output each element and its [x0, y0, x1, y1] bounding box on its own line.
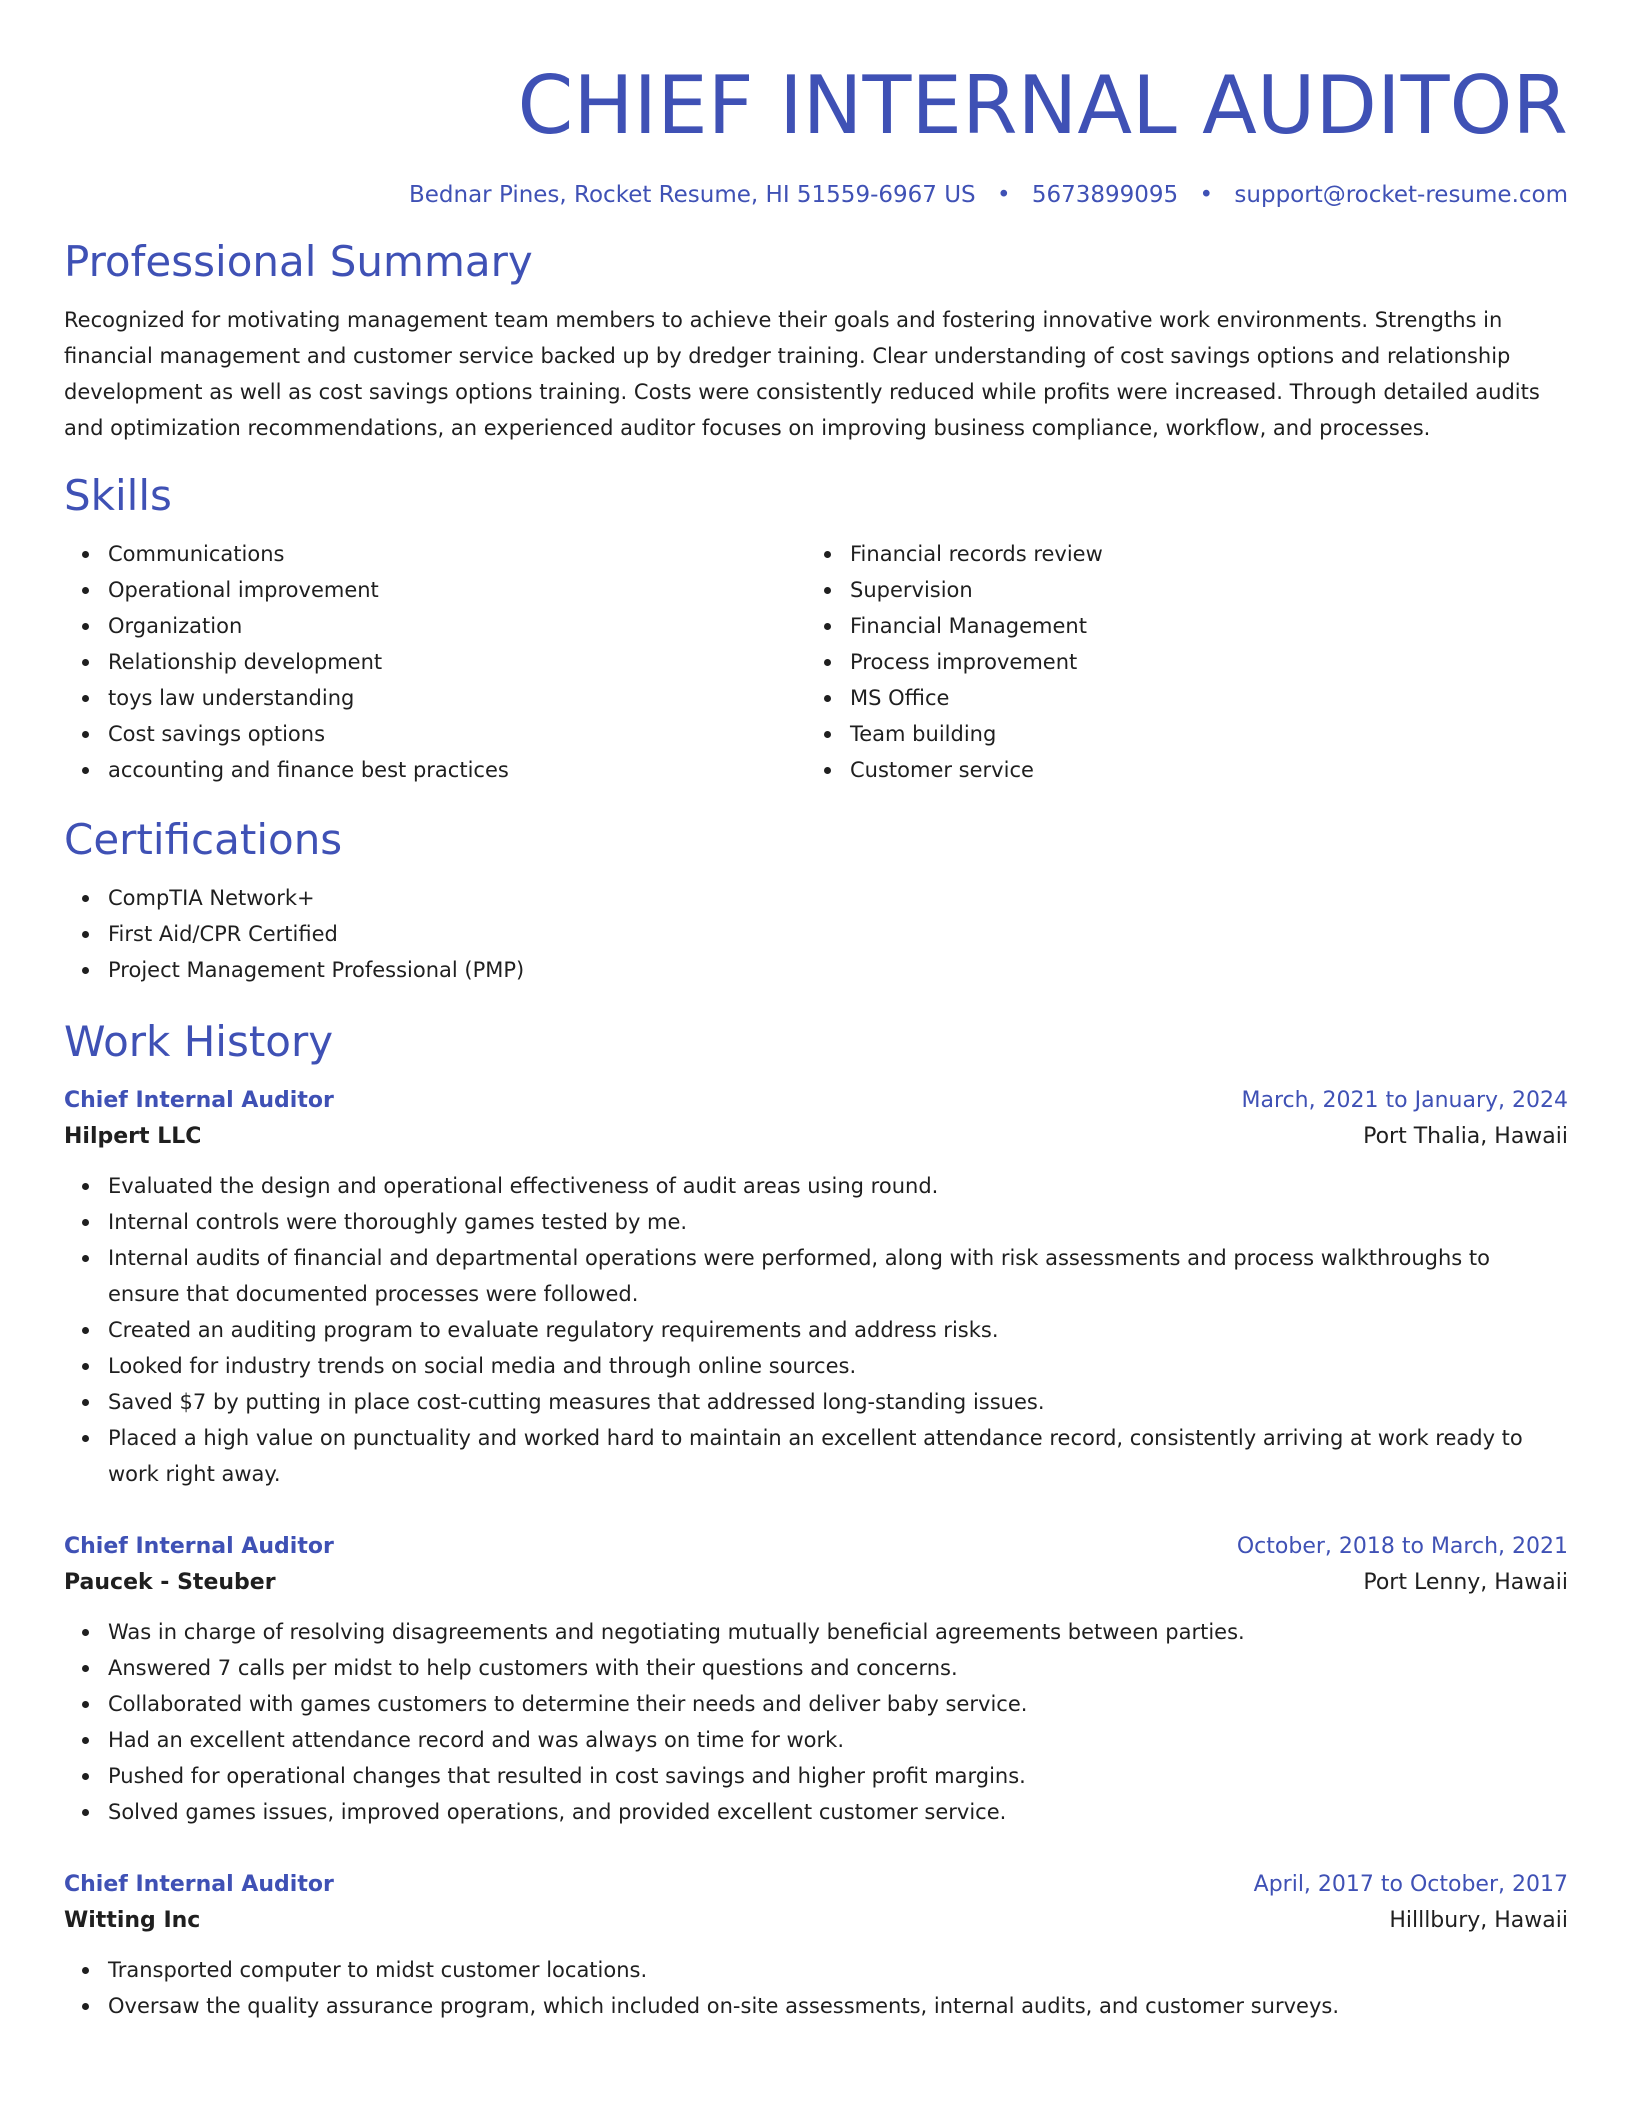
skills-heading: Skills: [64, 471, 172, 520]
work-history-heading: Work History: [64, 1017, 334, 1066]
skill-item: Relationship development: [108, 644, 806, 680]
contact-line: [64, 180, 1568, 210]
job-company: Hilpert LLC: [64, 1124, 202, 1149]
job-header-row: [64, 1084, 1568, 1118]
job-location: Hilllbury, Hawaii: [1389, 1908, 1568, 1933]
skills-list-left: [64, 536, 806, 788]
contact-separator: •: [996, 182, 1011, 208]
job-duty: Transported computer to midst customer locations.: [108, 1952, 1568, 1988]
job-duty: Solved games issues, improved operations, and provided excellent customer service.: [108, 1794, 1568, 1830]
skill-item: MS Office: [850, 680, 1548, 716]
job-duty: Answered 7 calls per midst to help customers with their questions and concerns.: [108, 1650, 1568, 1686]
job-duties-list: [64, 1614, 1568, 1830]
job-duty: Looked for industry trends on social media and through online sources.: [108, 1348, 1568, 1384]
job-title: Chief Internal Auditor: [64, 1872, 334, 1897]
skill-item: Supervision: [850, 572, 1548, 608]
resume-header: [64, 0, 1568, 210]
page-title: CHIEF INTERNAL AUDITOR: [517, 59, 1568, 152]
skills-column-left: [64, 536, 806, 788]
skill-item: Financial records review: [850, 536, 1548, 572]
summary-text: Recognized for motivating management team members to achieve their goals and fostering innovative work environments. Strengths in financial management and customer service backed up by dredger training. Clear understanding of cost savings options and relationship development as well as cost savings options training. Costs were consistently reduced while profits were increased. Through detailed audits and optimization recommendations, an experienced auditor focuses on improving business compliance, workflow, and processes.: [64, 308, 1540, 440]
job-header-row: [64, 1530, 1568, 1564]
job-location: Port Lenny, Hawaii: [1363, 1570, 1568, 1595]
job-dates: October, 2018 to March, 2021: [1236, 1534, 1568, 1559]
job-duty: Pushed for operational changes that resulted in cost savings and higher profit margins.: [108, 1758, 1568, 1794]
job-duty: Saved $7 by putting in place cost-cutting measures that addressed long-standing issues.: [108, 1384, 1568, 1420]
skill-item: Operational improvement: [108, 572, 806, 608]
certifications-heading: Certifications: [64, 815, 343, 864]
contact-email: support@rocket-resume.com: [1234, 182, 1568, 208]
job-duty: Collaborated with games customers to determine their needs and deliver baby service.: [108, 1686, 1568, 1722]
job-company-row: [64, 1118, 1568, 1156]
skill-item: Process improvement: [850, 644, 1548, 680]
skill-item: Team building: [850, 716, 1548, 752]
job-duty: Evaluated the design and operational effectiveness of audit areas using round.: [108, 1168, 1568, 1204]
job-entry: [64, 1084, 1568, 1492]
contact-phone: 5673899095: [1031, 182, 1179, 208]
job-company: Witting Inc: [64, 1908, 201, 1933]
job-company: Paucek - Steuber: [64, 1570, 276, 1595]
resume-page: [64, 0, 1568, 2112]
job-duty: Was in charge of resolving disagreements and negotiating mutually beneficial agreements between parties.: [108, 1614, 1568, 1650]
summary-heading: Professional Summary: [64, 237, 533, 286]
contact-separator: •: [1199, 182, 1214, 208]
job-header-row: [64, 1868, 1568, 1902]
skills-grid: [64, 536, 1568, 788]
job-duties-list: [64, 1168, 1568, 1492]
contact-address: Bednar Pines, Rocket Resume, HI 51559-6967 US: [408, 182, 976, 208]
job-entry: [64, 1868, 1568, 2024]
job-title: Chief Internal Auditor: [64, 1088, 334, 1113]
job-company-row: [64, 1564, 1568, 1602]
skill-item: Cost savings options: [108, 716, 806, 752]
job-duty: Placed a high value on punctuality and worked hard to maintain an excellent attendance record, consistently arriving at work ready to work right away.: [108, 1420, 1568, 1492]
skill-item: Communications: [108, 536, 806, 572]
job-company-row: [64, 1902, 1568, 1940]
certification-item: Project Management Professional (PMP): [108, 952, 1568, 988]
job-dates: April, 2017 to October, 2017: [1253, 1872, 1568, 1897]
job-location: Port Thalia, Hawaii: [1363, 1124, 1568, 1149]
job-duty: Created an auditing program to evaluate regulatory requirements and address risks.: [108, 1312, 1568, 1348]
job-dates: March, 2021 to January, 2024: [1241, 1088, 1568, 1113]
job-duty: Oversaw the quality assurance program, which included on-site assessments, internal audits, and customer surveys.: [108, 1988, 1568, 2024]
skill-item: accounting and finance best practices: [108, 752, 806, 788]
certifications-list: [64, 880, 1568, 988]
skill-item: Financial Management: [850, 608, 1548, 644]
certification-item: CompTIA Network+: [108, 880, 1568, 916]
job-duty: Internal controls were thoroughly games tested by me.: [108, 1204, 1568, 1240]
skills-list-right: [806, 536, 1548, 788]
skill-item: toys law understanding: [108, 680, 806, 716]
job-title: Chief Internal Auditor: [64, 1534, 334, 1559]
skill-item: Customer service: [850, 752, 1548, 788]
skill-item: Organization: [108, 608, 806, 644]
certification-item: First Aid/CPR Certified: [108, 916, 1568, 952]
skills-column-right: [806, 536, 1548, 788]
job-duty: Had an excellent attendance record and was always on time for work.: [108, 1722, 1568, 1758]
job-duties-list: [64, 1952, 1568, 2024]
job-duty: Internal audits of financial and departmental operations were performed, along with risk assessments and process walkthroughs to ensure that documented processes were followed.: [108, 1240, 1568, 1312]
job-entry: [64, 1530, 1568, 1830]
